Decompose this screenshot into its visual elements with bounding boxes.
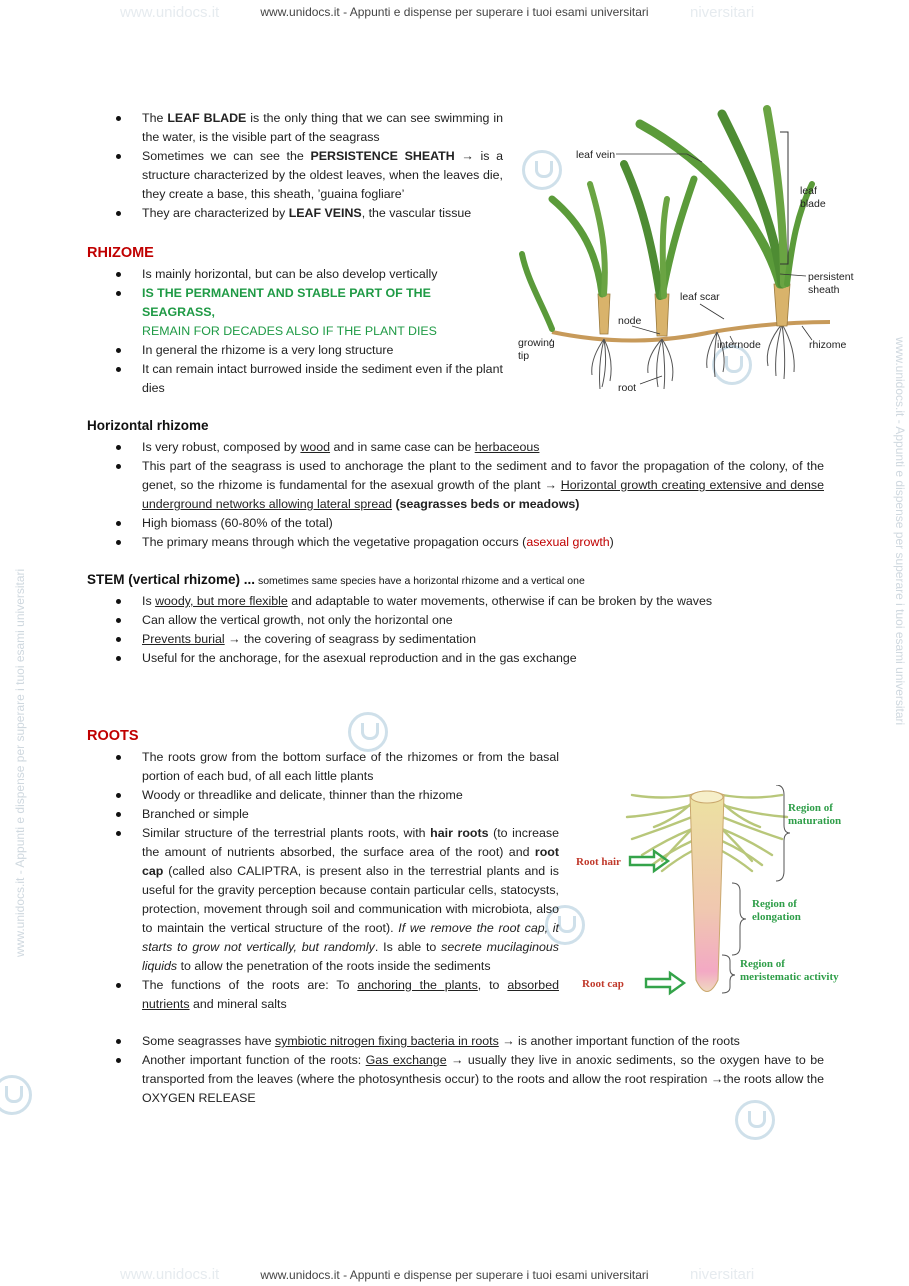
- watermark-logo-icon: [0, 1075, 32, 1115]
- list-item: The roots grow from the bottom surface of the rhizomes or from the basal portion of each bud, of all each little plants: [142, 748, 559, 786]
- rhizome-bullet-list: [142, 265, 507, 398]
- list-item: Woody or threadlike and delicate, thinner than the rhizome: [142, 786, 559, 805]
- section-title-rhizome: RHIZOME: [87, 245, 154, 261]
- list-item: Sometimes we can see the PERSISTENCE SHEATH → is a structure characterized by the oldest leaves, when the leaves die, they create a base, this sheath, ’guaina fogliare’: [142, 147, 503, 204]
- list-item: Prevents burial → the covering of seagrass by sedimentation: [142, 630, 832, 649]
- label-root: root: [618, 382, 637, 394]
- list-item: The functions of the roots are: To anchoring the plants, to absorbed nutrients and mineral salts: [142, 976, 559, 1014]
- watermark-text: www.unidocs.it: [120, 4, 220, 21]
- list-item: In general the rhizome is a very long structure: [142, 341, 507, 360]
- list-item: It can remain intact burrowed inside the sediment even if the plant dies: [142, 360, 507, 398]
- roots-bullet-list: [142, 748, 559, 1014]
- page-footer: www.unidocs.it - Appunti e dispense per superare i tuoi esami universitari: [260, 1268, 649, 1282]
- list-item: Is very robust, composed by wood and in same case can be herbaceous: [142, 438, 824, 457]
- list-item: Another important function of the roots: Gas exchange → usually they live in anoxic sediments, so the oxygen have to be transported from the leaves (where the photosynthesis occur) to the roots and allow the root respiration →the roots allow the OXYGEN RELEASE: [142, 1051, 824, 1108]
- list-item: Similar structure of the terrestrial plants roots, with hair roots (to increase the amount of nutrients absorbed, the surface area of the root) and root cap (called also CALIPTRA, is present also in the terrestrial plants and is useful for the gravity perception because contain particular cells, statocysts, protection, movement through soil and communication with microbiota, also to maintain the vertical structure of the root). If we remove the root cap, it starts to grow not vertically, but randomly. Is able to secrete mucilaginous liquids to allow the penetration of the roots inside the sediments: [142, 824, 559, 976]
- section-title-roots: ROOTS: [87, 728, 139, 744]
- label-region-elongation: Region of elongation: [752, 898, 801, 923]
- label-node: node: [618, 315, 642, 327]
- label-region-maturation: Region of maturation: [788, 802, 842, 827]
- list-item: Useful for the anchorage, for the asexual reproduction and in the gas exchange: [142, 649, 832, 668]
- list-item: Can allow the vertical growth, not only the horizontal one: [142, 611, 832, 630]
- label-persistent-sheath: persistent sheath: [808, 271, 854, 296]
- watermark-text: niversitari: [690, 1266, 755, 1283]
- list-item: The primary means through which the vegetative propagation occurs (asexual growth): [142, 533, 824, 552]
- label-root-cap: Root cap: [582, 978, 624, 990]
- label-leaf-vein: leaf vein: [576, 149, 616, 161]
- page-header: www.unidocs.it - Appunti e dispense per superare i tuoi esami universitari: [260, 5, 649, 19]
- seagrass-diagram: [512, 104, 857, 404]
- leaf-bullet-list: [142, 109, 503, 223]
- label-region-meristematic: Region of meristematic activity: [740, 958, 839, 983]
- list-item: IS THE PERMANENT AND STABLE PART OF THE SEAGRASS, REMAIN FOR DECADES ALSO IF THE PLANT DIES: [142, 284, 507, 341]
- watermark-text: www.unidocs.it - Appunti e dispense per superare i tuoi esami universitari: [13, 568, 27, 957]
- label-rhizome: rhizome: [809, 339, 847, 351]
- label-leaf-blade: leaf blade: [800, 185, 826, 210]
- section-title-stem: STEM (vertical rhizome) ... sometimes same species have a horizontal rhizome and a vertical one: [87, 572, 585, 587]
- label-leaf-scar: leaf scar: [680, 291, 720, 303]
- root-diagram: [572, 785, 852, 1005]
- list-item: Some seagrasses have symbiotic nitrogen fixing bacteria in roots → is another important function of the roots: [142, 1032, 824, 1051]
- list-item: High biomass (60-80% of the total): [142, 514, 824, 533]
- stem-bullet-list: [142, 592, 832, 668]
- label-growing-tip: growing tip: [518, 337, 555, 362]
- roots-bullet-list-wide: [142, 1032, 824, 1108]
- list-item: This part of the seagrass is used to anchorage the plant to the sediment and to favor the propagation of the colony, of the genet, so the rhizome is fundamental for the asexual growth of the plant → Horizontal growth creating extensive and dense underground networks allowing lateral spread (seagrasses beds or meadows): [142, 457, 824, 514]
- list-item: Branched or simple: [142, 805, 559, 824]
- list-item: The LEAF BLADE is the only thing that we can see swimming in the water, is the visible part of the seagrass: [142, 109, 503, 147]
- watermark-text: www.unidocs.it - Appunti e dispense per superare i tuoi esami universitari: [893, 337, 907, 726]
- list-item: Is mainly horizontal, but can be also develop vertically: [142, 265, 507, 284]
- label-internode: internode: [717, 339, 761, 351]
- watermark-logo-icon: [348, 712, 388, 752]
- watermark-text: www.unidocs.it: [120, 1266, 220, 1283]
- label-root-hair: Root hair: [576, 856, 621, 868]
- list-item: Is woody, but more flexible and adaptable to water movements, otherwise if can be broken by the waves: [142, 592, 832, 611]
- list-item: They are characterized by LEAF VEINS, the vascular tissue: [142, 204, 503, 223]
- horizontal-bullet-list: [142, 438, 824, 552]
- watermark-text: niversitari: [690, 4, 755, 21]
- section-title-horizontal-rhizome: Horizontal rhizome: [87, 418, 209, 433]
